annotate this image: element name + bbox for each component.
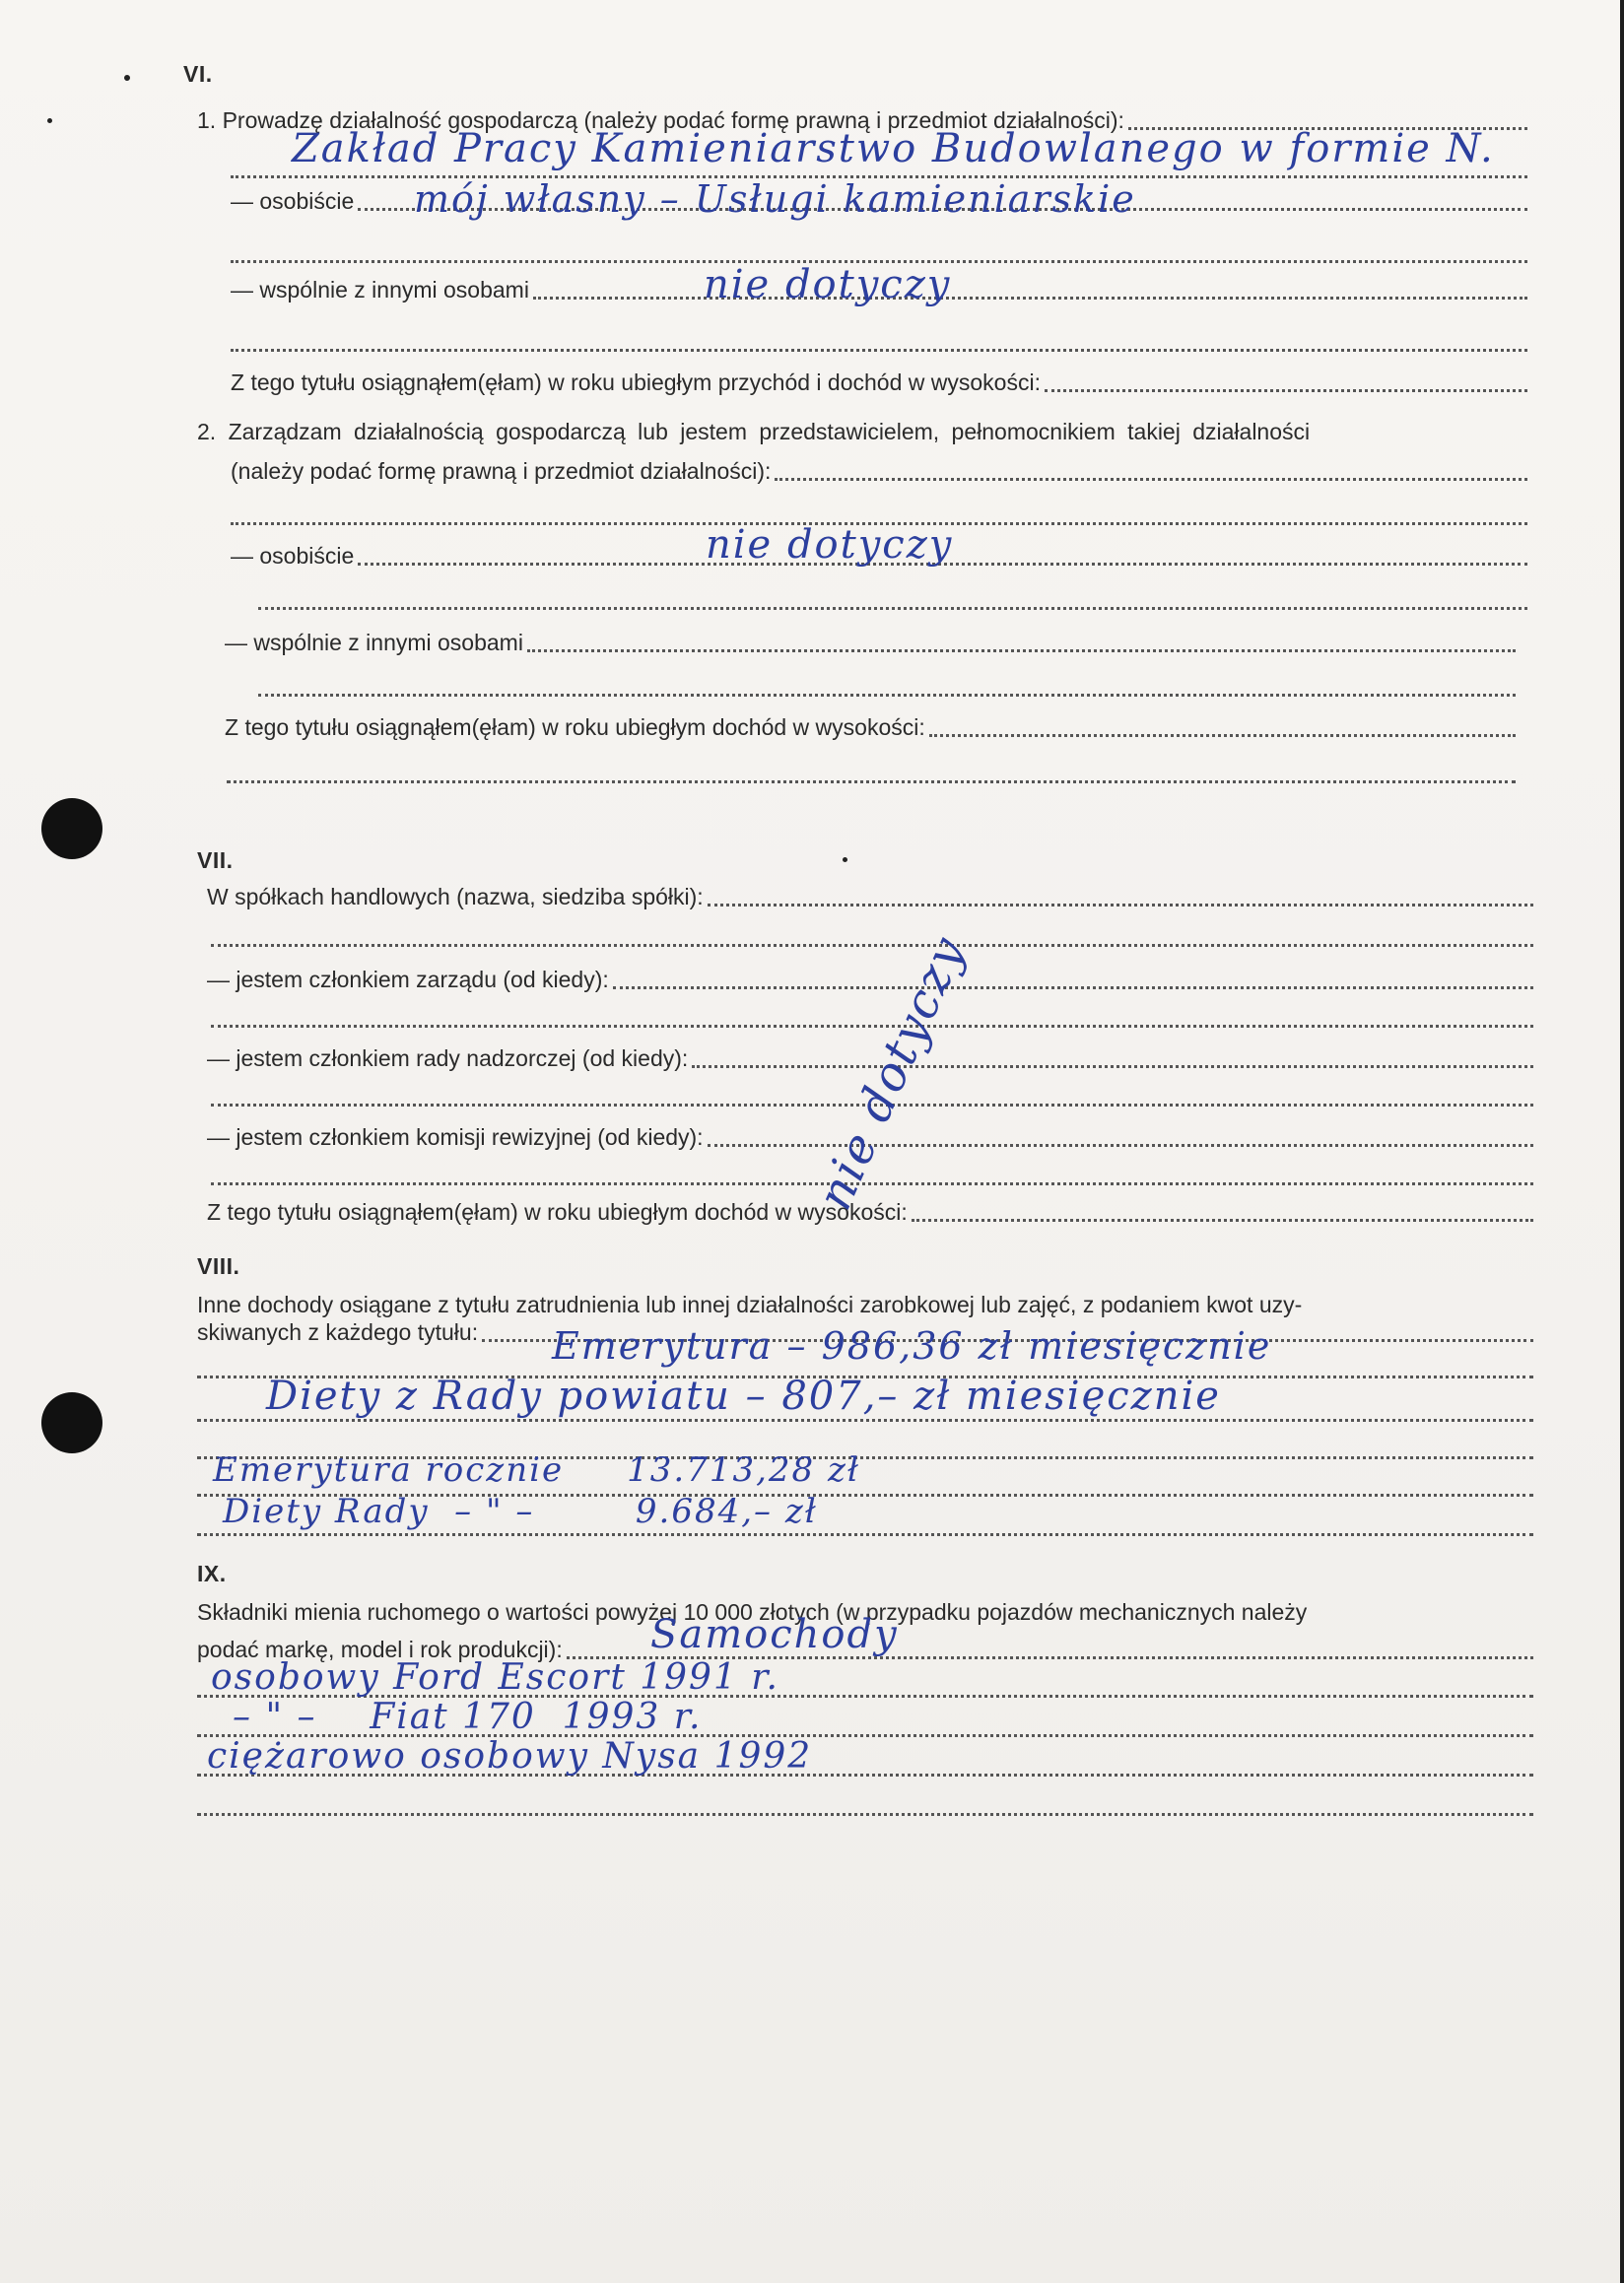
dotted-fill — [708, 904, 1533, 906]
vii-supervisory-label: — jestem członkiem rady nadzorczej (od kiedy): — [207, 1045, 689, 1071]
vii-income-label: Z tego tytułu osiągnąłem(ęłam) w roku ubiegłym dochód w wysokości: — [207, 1199, 908, 1225]
ix-first-value: Samochody — [650, 1612, 899, 1657]
viii-line-5[interactable] — [197, 1533, 1533, 1536]
ix-line-4[interactable] — [197, 1813, 1533, 1816]
section-vii-heading: VII. — [197, 847, 234, 873]
vi-item2-line1: 2. Zarządzam działalnością gospodarczą lub jestem przedstawicielem, pełnomocnikiem takiej działalności — [197, 419, 1311, 444]
scan-edge — [1620, 0, 1624, 2283]
scan-speck — [47, 118, 52, 123]
scan-speck — [843, 857, 847, 862]
vi-item2-jointly-label: — wspólnie z innymi osobami — [225, 630, 523, 655]
viii-entry-1: Emerytura – 986,36 zł miesięcznie — [552, 1324, 1272, 1368]
vi-jointly-label: — wspólnie z innymi osobami — [231, 277, 529, 302]
section-ix-heading: IX. — [197, 1561, 227, 1586]
vii-companies-row[interactable] — [207, 879, 1533, 912]
vii-income-row[interactable] — [207, 1194, 1533, 1228]
viii-entry-4: Diety Rady – " – 9.684,– zł — [223, 1492, 818, 1531]
vi-item1-handwritten: Zakład Pracy Kamieniarstwo Budowlanego w formie N. — [292, 126, 1495, 171]
vi-item2-personally-label: — osobiście — [231, 543, 355, 569]
ix-label-line1: Składniki mienia ruchomego o wartości powyżej 10 000 złotych (w przypadku pojazdów mechanicznych należy — [197, 1599, 1308, 1625]
vi-item2-income-row[interactable] — [225, 709, 1516, 743]
viii-label-line2: skiwanych z każdego tytułu: — [197, 1319, 479, 1345]
dotted-fill — [912, 1219, 1533, 1222]
vi-item2-jointly-extra-line[interactable] — [258, 694, 1516, 697]
dotted-fill — [692, 1065, 1533, 1068]
section-vi-heading: VI. — [183, 61, 213, 87]
punch-hole-lower — [41, 1392, 102, 1453]
viii-line-2[interactable] — [197, 1419, 1533, 1422]
vi-item2-income-label: Z tego tytułu osiągnąłem(ęłam) w roku ubiegłym dochód w wysokości: — [225, 714, 925, 740]
vi-item2-row[interactable] — [231, 453, 1527, 487]
dotted-fill — [527, 649, 1516, 652]
vi-item2-personally-handwritten: nie dotyczy — [706, 522, 954, 568]
vi-item2-income-extra-line[interactable] — [227, 780, 1516, 783]
dotted-fill — [929, 734, 1516, 737]
scan-speck — [124, 75, 130, 81]
vi-item2-personally-extra-line[interactable] — [258, 607, 1527, 610]
vii-companies-extra-line[interactable] — [211, 944, 1533, 947]
vii-handwritten-not-applicable: nie dotyczy — [806, 927, 977, 1218]
ix-entry-3: ciężarowo osobowy Nysa 1992 — [207, 1736, 813, 1777]
dotted-fill — [1045, 389, 1527, 392]
dotted-fill — [613, 986, 1533, 989]
viii-entry-3: Emerytura rocznie 13.713,28 zł — [213, 1450, 860, 1490]
vi-item1-label: 1. Prowadzę działalność gospodarczą (należy podać formę prawną i przedmiot działalności): — [197, 107, 1124, 133]
vi-jointly-handwritten: nie dotyczy — [704, 262, 952, 307]
vi-jointly-extra-line[interactable] — [231, 349, 1527, 352]
dotted-fill — [533, 297, 1527, 300]
vii-companies-label: W spółkach handlowych (nazwa, siedziba spółki): — [207, 884, 704, 909]
ix-label-line2: podać markę, model i rok produkcji): — [197, 1637, 563, 1662]
vi-item2-jointly-row[interactable] — [225, 625, 1516, 658]
section-viii-heading: VIII. — [197, 1253, 240, 1279]
vii-board-extra-line[interactable] — [211, 1025, 1533, 1028]
vi-income-label: Z tego tytułu osiągnąłem(ęłam) w roku ubiegłym przychód i dochód w wysokości: — [231, 369, 1041, 395]
dotted-fill — [775, 478, 1527, 481]
vi-personally-handwritten: mój własny – Usługi kamieniarskie — [414, 177, 1136, 221]
vi-item2-text — [197, 412, 1527, 451]
vii-audit-label: — jestem członkiem komisji rewizyjnej (od kiedy): — [207, 1124, 704, 1150]
punch-hole-upper — [41, 798, 102, 859]
vi-item2-line2: (należy podać formę prawną i przedmiot działalności): — [231, 458, 772, 484]
viii-label-line1: Inne dochody osiągane z tytułu zatrudnienia lub innej działalności zarobkowej lub zajęć, z podaniem kwot uzy- — [197, 1292, 1303, 1317]
ix-entry-2: – " – Fiat 170 1993 r. — [233, 1697, 703, 1737]
vi-personally-label: — osobiście — [231, 188, 355, 214]
viii-entry-2: Diety z Rady powiatu – 807,– zł miesięcznie — [266, 1374, 1221, 1419]
vi-income-row[interactable] — [231, 365, 1527, 398]
vii-board-label: — jestem członkiem zarządu (od kiedy): — [207, 967, 609, 992]
ix-entry-1: osobowy Ford Escort 1991 r. — [211, 1657, 779, 1698]
vii-board-row[interactable] — [207, 962, 1533, 995]
